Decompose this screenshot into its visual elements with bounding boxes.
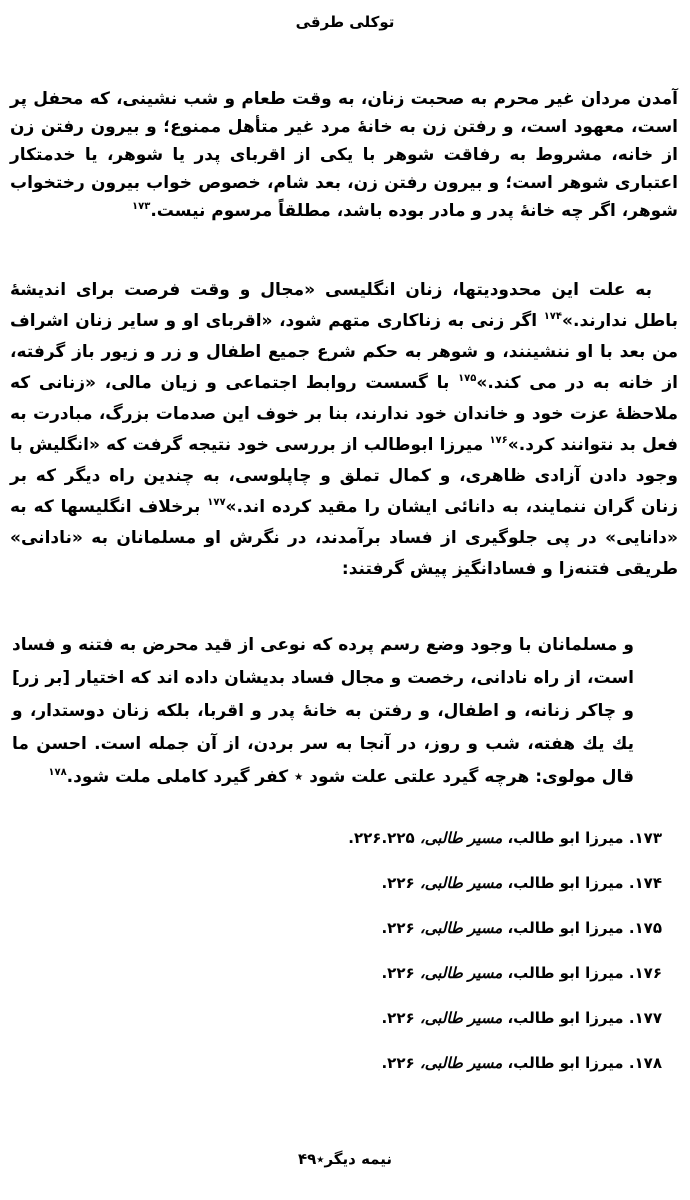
footnote-label: ۱۷۷. bbox=[628, 1009, 662, 1027]
footnote-book-title: مسیر طالبی، bbox=[419, 919, 503, 937]
footnote-ref-177: ۱۷۷ bbox=[207, 497, 226, 508]
footnote-pages: ۲۲۶. bbox=[381, 874, 420, 892]
footnote-author: میرزا ابو طالب، bbox=[502, 919, 629, 937]
footnote-label: ۱۷۸. bbox=[628, 1054, 662, 1072]
footnote-pages: ۲۲۶. bbox=[381, 919, 420, 937]
main-text-block bbox=[10, 85, 678, 1074]
footnote-177 bbox=[10, 1008, 662, 1029]
footnote-178 bbox=[10, 1053, 662, 1074]
paragraph-2-seg-5: برخلاف انگلیسها که به «دانایی» در پی جلوگیری از فساد برآمدند، در نگرش او مسلمانان به «نادانی» طریقی فتنه‌زا و فسادانگیز پیش گرفتند: bbox=[10, 497, 678, 579]
paragraph-2-seg-3: با گسست روابط اجتماعی و زیان مالی، «زنانی که ملاحظهٔ عزت خود و خاندان خود ندارند، بنا بر خوف این صدمات بزرگ، مبادرت به فعل بد نتوانند کرد.» bbox=[10, 373, 678, 455]
footnote-174 bbox=[10, 873, 662, 894]
footnote-ref-175: ۱۷۵ bbox=[458, 373, 477, 384]
footnote-author: میرزا ابو طالب، bbox=[502, 1054, 629, 1072]
footnote-book-title: مسیر طالبی، bbox=[419, 874, 503, 892]
footnote-pages: ۲۲۶. bbox=[381, 1009, 420, 1027]
paragraph-2-seg-2: اگر زنی به زناکاری متهم شود، «اقربای او و سایر زنان اشراف من بعد با او ننشینند، و شوهر به حکم شرع جمیع اطفال و زر و زیور باز گرفته، از خانه به در می کند.» bbox=[10, 311, 678, 393]
footnote-ref-176: ۱۷۶ bbox=[489, 435, 508, 446]
footnote-author: میرزا ابو طالب، bbox=[502, 874, 629, 892]
footnote-ref-174: ۱۷۴ bbox=[543, 311, 562, 322]
block-quote bbox=[12, 629, 634, 794]
footnote-author: میرزا ابو طالب، bbox=[502, 829, 629, 847]
footnote-pages: ۲۲۶. bbox=[381, 1054, 420, 1072]
paragraph-2-seg-1: به علت این محدودیتها، زنان انگلیسی «مجال و وقت فرصت برای اندیشهٔ باطل ندارند.» bbox=[10, 280, 678, 331]
footnote-173 bbox=[10, 828, 662, 849]
paragraph-2-seg-4: میرزا ابوطالب از بررسی خود نتیجه گرفت که «انگلیش با وجود دادن آزادی ظاهری، و کمال تملق و چاپلوسی، به چندین راه دیگر که بر زنان گران ننمایند، به دانائی ایشان را مقید کرده اند.» bbox=[10, 435, 679, 517]
paragraph-2 bbox=[10, 275, 678, 585]
footnotes-section bbox=[10, 828, 662, 1074]
footnote-author: میرزا ابو طالب، bbox=[502, 1009, 629, 1027]
footnote-pages: ۲۲۶. bbox=[381, 964, 420, 982]
block-quote-text: و مسلمانان با وجود وضع رسم پرده که نوعی از قید محرض به فتنه و فساد است، از راه نادانی، رخصت و مجال فساد بدیشان داده اند که اختیار [بر زر] و چاکر زنانه، و اطفال، و رفتن به خانهٔ پدر و اقربا، بلکه زنان دوستدار، و یك یك هفته، شب و روز، در آنجا به سر بردن، از آن جمله است. احسن ما قال مولوی: هرچه گیرد علتی علت شود ٭ کفر گیرد کاملی ملت شود. bbox=[12, 635, 634, 787]
footnote-175 bbox=[10, 918, 662, 939]
footnote-pages: ۲۲۶.۲۲۵. bbox=[348, 829, 420, 847]
footnote-label: ۱۷۴. bbox=[628, 874, 662, 892]
footnote-ref-173: ۱۷۳ bbox=[132, 201, 151, 212]
footnote-book-title: مسیر طالبی، bbox=[419, 964, 503, 982]
footnote-label: ۱۷۶. bbox=[628, 964, 662, 982]
paragraph-1 bbox=[10, 85, 678, 225]
footnote-label: ۱۷۵. bbox=[628, 919, 662, 937]
footnote-ref-178: ۱۷۸ bbox=[48, 767, 67, 778]
footnote-author: میرزا ابو طالب، bbox=[502, 964, 629, 982]
footnote-book-title: مسیر طالبی، bbox=[419, 1009, 503, 1027]
running-header-author: توکلی طرقی bbox=[295, 13, 395, 31]
footnote-book-title: مسیر طالبی، bbox=[419, 829, 503, 847]
footnote-176 bbox=[10, 963, 662, 984]
footnote-label: ۱۷۳. bbox=[628, 829, 662, 847]
footnote-book-title: مسیر طالبی، bbox=[419, 1054, 503, 1072]
running-footer-journal-page: نیمه دیگر٭۴۹ bbox=[297, 1150, 392, 1168]
paragraph-1-text: آمدن مردان غیر محرم به صحبت زنان، به وقت طعام و شب نشینی، که محفل پر است، معهود است، و رفتن زن به خانهٔ مرد غیر متأهل ممنوع؛ و بیرون رفتن زن از خانه، مشروط به رفاقت شوهر با یکی از اقربای پدر یا شوهر، یا خدمتکار اعتباری شوهر است؛ و بیرون رفتن زن، بعد شام، خصوص خواب بیرون رختخواب شوهر، اگر چه خانهٔ پدر و مادر بوده باشد، مطلقاً مرسوم نیست. bbox=[10, 89, 678, 221]
